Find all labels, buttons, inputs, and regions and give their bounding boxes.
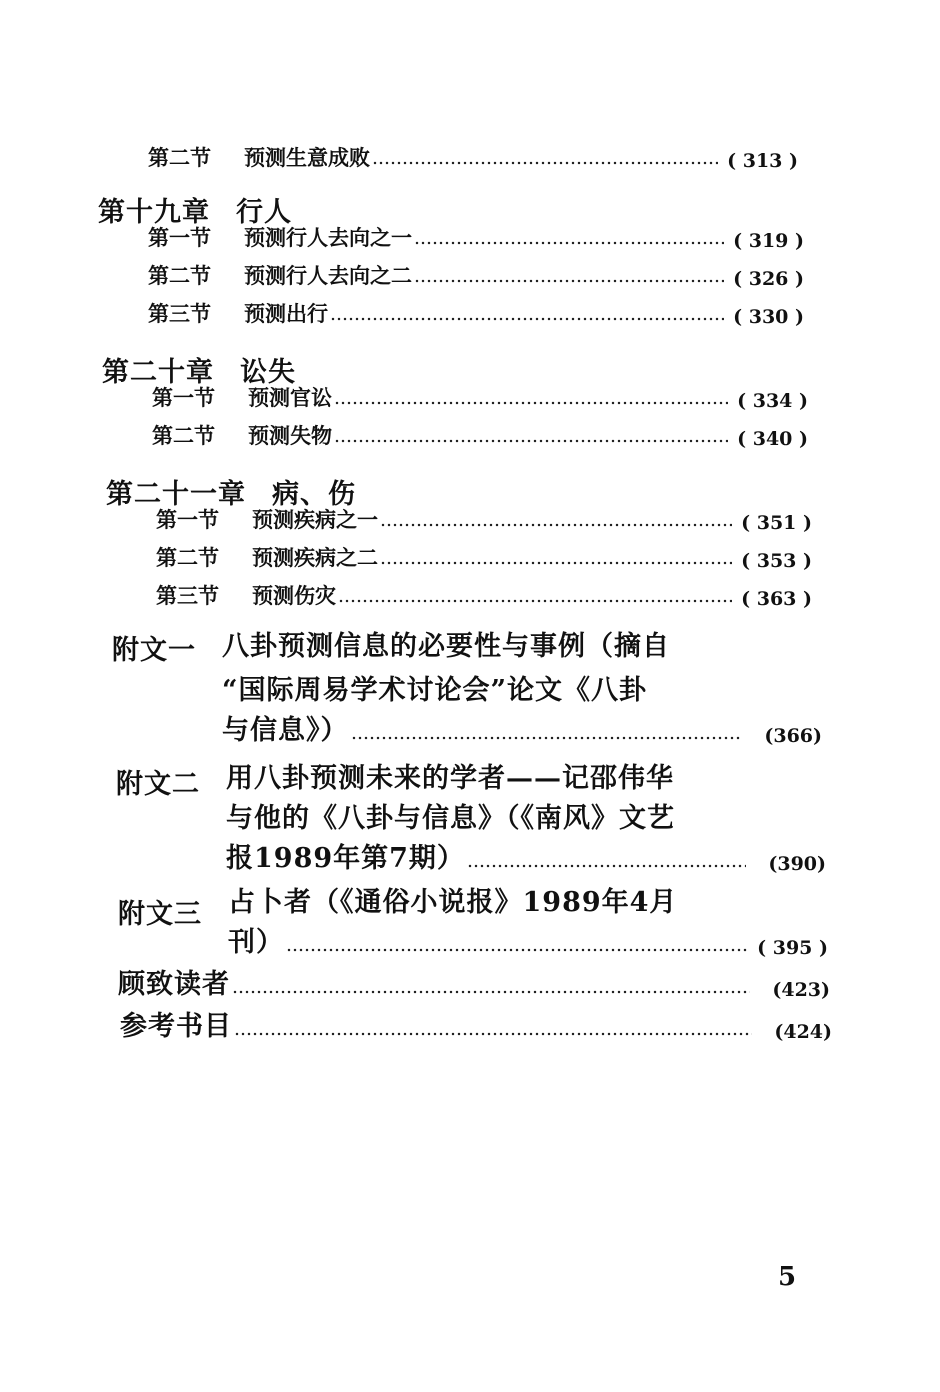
appendix-title-line xyxy=(226,756,674,795)
chapter-title: 行人 xyxy=(236,197,292,228)
toc-section-row xyxy=(156,542,812,572)
appendix-final-row xyxy=(228,920,828,959)
appendix-final-row xyxy=(226,836,826,875)
section-label: 第三节 xyxy=(156,583,219,608)
section-title: 预测行人去向之二 xyxy=(244,263,412,288)
toc-end-row xyxy=(118,962,830,1001)
appendix-title-line xyxy=(222,668,647,707)
toc-section-row xyxy=(148,298,804,328)
leader-dots xyxy=(334,401,728,405)
leader-dots xyxy=(334,439,728,443)
chapter-title: 病、伤 xyxy=(272,479,356,510)
leader-dots xyxy=(338,599,732,603)
page-ref: ( 326 ) xyxy=(733,268,804,290)
leader-dots xyxy=(232,990,750,994)
page-ref: ( 353 ) xyxy=(741,550,812,572)
appendix-line-3: 报1989年第7期） xyxy=(226,843,465,874)
toc-section-row xyxy=(156,580,812,610)
section-title: 预测行人去向之一 xyxy=(244,225,412,250)
section-label: 第三节 xyxy=(148,301,211,326)
appendix-line-2: “国际周易学术讨论会”论文《八卦 xyxy=(222,675,648,706)
readers-title: 顾致读者 xyxy=(118,969,230,1000)
leader-dots xyxy=(380,523,732,527)
section-title: 预测失物 xyxy=(248,423,332,448)
leader-dots xyxy=(414,241,724,245)
toc-section-row xyxy=(148,222,804,252)
appendix-label: 附文一 xyxy=(112,635,196,666)
page-ref: ( 363 ) xyxy=(741,588,812,610)
section-label: 第一节 xyxy=(156,507,219,532)
section-title: 预测生意成败 xyxy=(244,145,370,170)
appendix-line-1: 八卦预测信息的必要性与事例（摘自 xyxy=(222,631,670,662)
leader-dots xyxy=(372,161,718,165)
page-ref: ( 313 ) xyxy=(727,150,798,172)
page-ref: (390) xyxy=(768,853,826,875)
appendix-line-1: 占卜者（《通俗小说报》1989年4月 xyxy=(228,887,678,918)
appendix-label: 附文三 xyxy=(118,899,202,930)
section-label: 第一节 xyxy=(148,225,211,250)
section-label: 第一节 xyxy=(152,385,215,410)
leader-dots xyxy=(467,864,746,868)
page-ref: ( 319 ) xyxy=(733,230,804,252)
appendix-line-2: 与他的《八卦与信息》（《南风》文艺 xyxy=(226,803,675,834)
toc-section-row xyxy=(148,260,804,290)
section-label: 第二节 xyxy=(152,423,215,448)
section-label: 第二节 xyxy=(156,545,219,570)
chapter-label: 第二十一章 xyxy=(106,479,246,510)
leader-dots xyxy=(414,279,724,283)
leader-dots xyxy=(330,317,724,321)
appendix-title-line xyxy=(226,796,675,835)
chapter-label: 第二十章 xyxy=(102,357,214,388)
section-label: 第二节 xyxy=(148,263,211,288)
page-ref: (423) xyxy=(772,979,830,1001)
chapter-title: 讼失 xyxy=(240,357,296,388)
page-ref: ( 340 ) xyxy=(737,428,808,450)
toc-section-row xyxy=(152,420,808,450)
section-label: 第二节 xyxy=(148,145,211,170)
section-title: 预测疾病之二 xyxy=(252,545,378,570)
leader-dots xyxy=(234,1032,752,1036)
page-ref: ( 395 ) xyxy=(757,937,828,959)
page-ref: ( 351 ) xyxy=(741,512,812,534)
page-ref: ( 330 ) xyxy=(733,306,804,328)
appendix-final-row xyxy=(222,708,822,747)
section-title: 预测疾病之一 xyxy=(252,507,378,532)
toc-section-row xyxy=(156,504,812,534)
toc-section-row xyxy=(148,142,798,172)
toc-section-row xyxy=(152,382,808,412)
leader-dots xyxy=(380,561,732,565)
chapter-label: 第十九章 xyxy=(98,197,210,228)
appendix-title-line xyxy=(228,880,677,919)
references-title: 参考书目 xyxy=(120,1011,232,1042)
appendix-label: 附文二 xyxy=(116,769,200,800)
page-ref: ( 334 ) xyxy=(737,390,808,412)
section-title: 预测官讼 xyxy=(248,385,332,410)
toc-end-row xyxy=(120,1004,832,1043)
appendix-line-1: 用八卦预测未来的学者——记邵伟华 xyxy=(226,763,674,794)
page-ref: (366) xyxy=(764,725,822,747)
leader-dots xyxy=(286,948,748,952)
page-ref: (424) xyxy=(774,1021,832,1043)
appendix-title-line xyxy=(222,624,670,663)
section-title: 预测出行 xyxy=(244,301,328,326)
appendix-line-3: 与信息》） xyxy=(222,715,349,746)
page-number: 5 xyxy=(778,1262,797,1292)
leader-dots xyxy=(351,736,743,740)
appendix-line-2: 刊） xyxy=(228,927,284,958)
section-title: 预测伤灾 xyxy=(252,583,336,608)
